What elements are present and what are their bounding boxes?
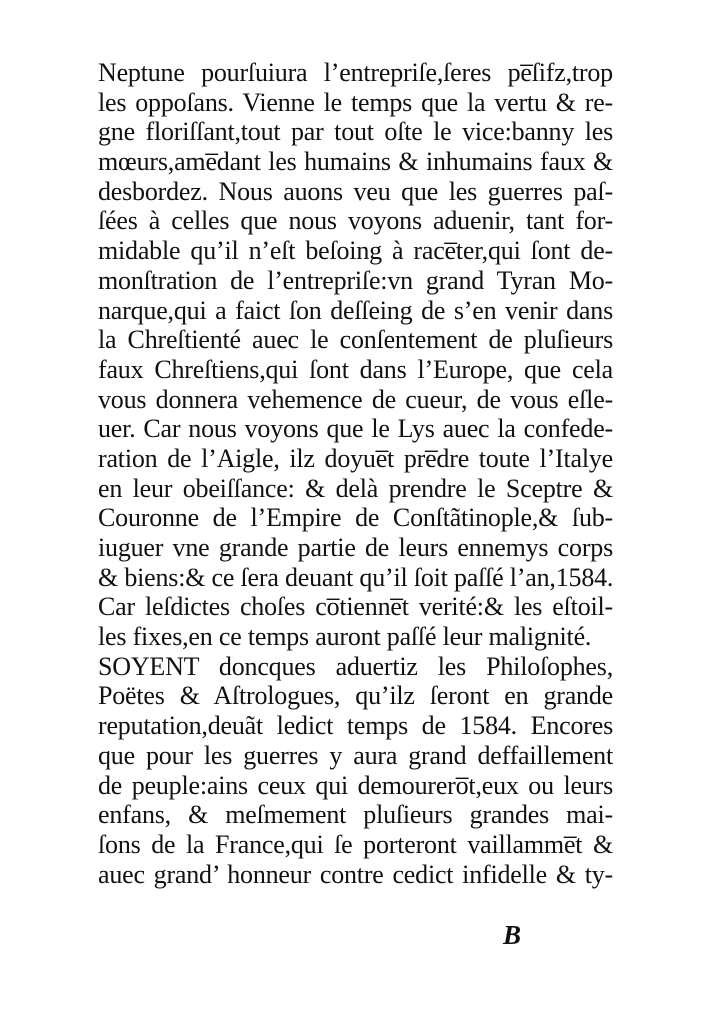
text-line: ration de l’Aigle, ilz doyue̅t pre̅dre toute l’Italye (98, 443, 613, 473)
text-line: midable qu’il n’eſt beſoing à race̅ter,qui ſont de- (98, 236, 613, 266)
text-line: faux Chreſtiens,qui ſont dans l’Europe, que cela (98, 354, 613, 384)
text-line: Poëtes & Aſtrologues, qu’ilz ſeront en grande (98, 681, 613, 711)
text-line: & biens:& ce ſera deuant qu’il ſoit paſſé l’an,1584. (98, 562, 614, 592)
text-line: que pour les guerres y aura grand deffaillement (98, 740, 613, 770)
text-line: mœurs,ame̅dant les humains & inhumains faux & (98, 147, 613, 177)
text-line: Car leſdictes choſes co̅tienne̅t verité:& les eſtoil- (98, 592, 613, 622)
text-line: de peuple:ains ceux qui demourero̅t,eux ou leurs (98, 770, 613, 800)
text-line: iuguer vne grande partie de leurs ennemys corps (98, 533, 613, 562)
signature-mark: B (503, 920, 522, 950)
body-text (98, 58, 613, 889)
text-line: en leur obeiſſance: & delà prendre le Sceptre & (98, 473, 613, 503)
text-line: les fixes,en ce temps auront paſſé leur malignité. (98, 622, 592, 652)
text-line: enfans, & meſmement pluſieurs grandes mai- (98, 800, 613, 830)
text-line: la Chreſtienté auec le conſentement de pluſieurs (98, 325, 613, 355)
text-line: les oppoſans. Vienne le temps que la vertu & re- (98, 87, 613, 117)
text-line: desbordez. Nous auons veu que les guerres paſ- (98, 176, 613, 206)
text-line: monſtration de l’entrepriſe:vn grand Tyran Mo- (98, 265, 613, 295)
text-line: reputation,deuãt ledict temps de 1584. Encores (98, 711, 613, 741)
text-line: ſons de la France,qui ſe porteront vaillamme̅t & (98, 829, 613, 859)
text-line: Couronne de l’Empire de Conſtãtinople,& ſub- (98, 503, 613, 533)
text-line: ſées à celles que nous voyons aduenir, tant for- (98, 206, 613, 236)
text-line: gne floriſſant,tout par tout oſte le vice:banny les (98, 117, 613, 147)
text-line: uer. Car nous voyons que le Lys auec la confede- (98, 414, 613, 444)
text-line: SOYENT doncques aduertiz les Philoſophes, (98, 651, 613, 681)
text-line: auec grand’ honneur contre cedict infidelle & ty- (98, 859, 613, 889)
text-line: narque,qui a faict ſon deſſeing de s’en venir dans (98, 295, 613, 325)
text-line: vous donnera vehemence de cueur, de vous eſle- (98, 384, 613, 414)
text-line: Neptune pourſuiura l’entrepriſe,ſeres pe̅ſifz,trop (98, 58, 613, 87)
